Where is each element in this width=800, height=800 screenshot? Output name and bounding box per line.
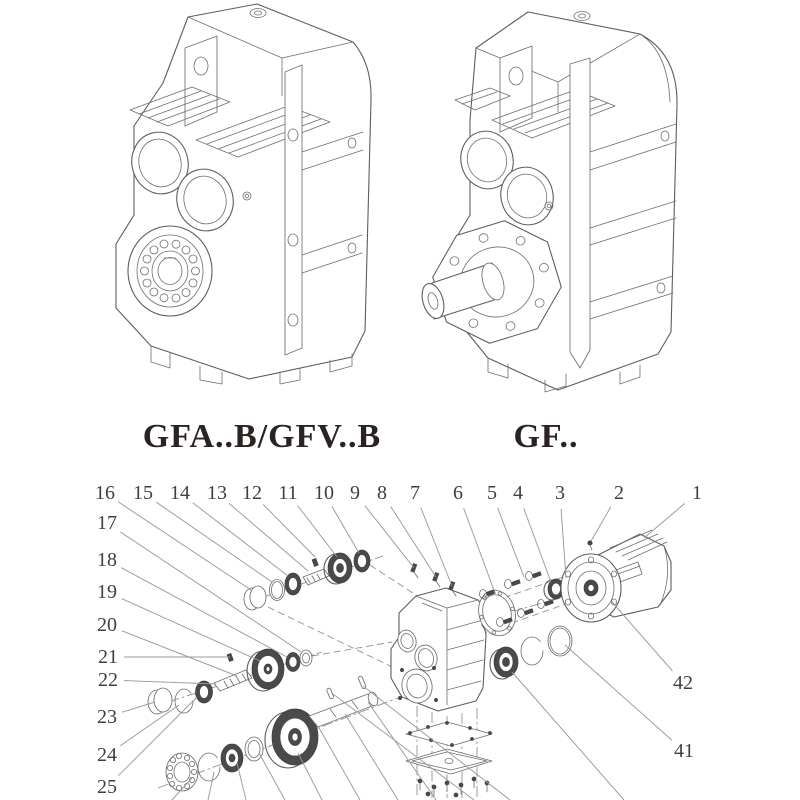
torque-rail <box>570 58 676 368</box>
callout-5: 5 <box>487 482 497 504</box>
callout-22: 22 <box>98 669 118 691</box>
callout-24: 24 <box>97 744 117 766</box>
leader-line-18 <box>121 568 287 657</box>
callout-8: 8 <box>377 482 387 504</box>
callout-20: 20 <box>97 614 117 636</box>
exploded-parts-diagram <box>95 482 702 800</box>
leader-line-1 <box>644 503 685 538</box>
assembly-axes <box>150 556 612 798</box>
callout-4: 4 <box>513 482 523 504</box>
callout-6: 6 <box>453 482 463 504</box>
leader-line-4 <box>524 508 551 582</box>
callout-41: 41 <box>674 740 694 762</box>
callout-17: 17 <box>97 512 117 534</box>
leader-line-12 <box>263 504 315 557</box>
leader-line-9 <box>365 506 414 568</box>
feet <box>488 358 640 392</box>
model-label-left: GFA..B/GFV..B <box>142 418 382 455</box>
leader-line-19 <box>122 599 260 661</box>
callout-3: 3 <box>555 482 565 504</box>
pan-bolts <box>418 777 489 797</box>
callout-14: 14 <box>170 482 190 504</box>
callout-21: 21 <box>98 646 118 668</box>
leader-line-24 <box>120 705 179 746</box>
callout-12: 12 <box>242 482 262 504</box>
leader-line-10 <box>332 507 359 553</box>
callout-18: 18 <box>97 549 117 571</box>
input-bores <box>125 126 251 237</box>
callout-23: 23 <box>97 706 117 728</box>
callout-2: 2 <box>614 482 624 504</box>
leader-line-5 <box>498 508 524 577</box>
drawing-gfab-gfvb <box>116 4 371 384</box>
drawing-gf <box>418 12 677 393</box>
leader-line-6 <box>464 508 495 593</box>
bottom-gasket <box>406 722 492 747</box>
leader-line-3 <box>561 509 566 578</box>
input-gear <box>324 553 352 584</box>
callout-11: 11 <box>278 482 298 504</box>
callout-15: 15 <box>133 482 153 504</box>
leader-line-20 <box>122 631 237 676</box>
breather-plug <box>574 12 590 21</box>
ball-bearing <box>166 753 198 791</box>
intermediate-gear <box>247 649 284 691</box>
housing <box>391 588 486 711</box>
torque-rail <box>285 65 363 355</box>
hollow-shaft-bearing <box>128 226 212 316</box>
cooling-fins <box>455 88 615 138</box>
motor-flange <box>561 554 621 622</box>
motor-bolt <box>588 541 592 550</box>
cutoff-leader-lines <box>172 672 624 800</box>
motor <box>561 530 671 622</box>
callout-42: 42 <box>673 672 693 694</box>
breather-plug <box>250 9 266 18</box>
model-label-right: GF.. <box>513 418 579 455</box>
callout-13: 13 <box>207 482 227 504</box>
callout-16: 16 <box>95 482 115 504</box>
leader-line-2 <box>591 507 611 541</box>
intermediate-gear-assembly <box>148 649 312 714</box>
leader-line-11 <box>298 506 337 557</box>
leader-line-42 <box>612 602 673 671</box>
leader-line-15 <box>156 502 272 582</box>
callout-10: 10 <box>314 482 334 504</box>
leader-line-41 <box>565 645 672 740</box>
callout-7: 7 <box>410 482 420 504</box>
leader-line-14 <box>193 503 288 576</box>
callout-1: 1 <box>692 482 702 504</box>
input-shaft-assembly <box>244 550 370 610</box>
callout-19: 19 <box>97 581 117 603</box>
callout-9: 9 <box>350 482 360 504</box>
mounting-ear <box>185 36 217 126</box>
callout-25: 25 <box>97 776 117 798</box>
